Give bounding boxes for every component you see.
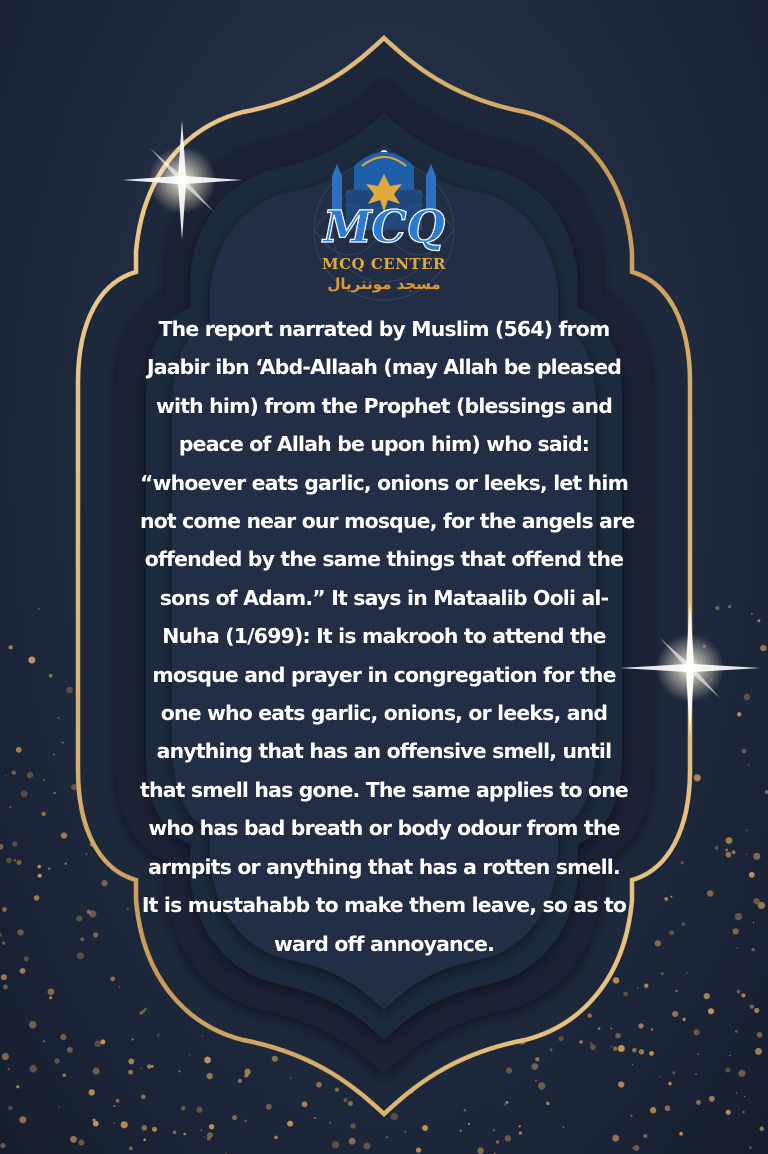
hadith-line: one who eats garlic, onions, or leeks, and	[160, 701, 608, 726]
hadith-line: Jaabir ibn ‘Abd-Allaah (may Allah be pleased	[146, 355, 622, 380]
hadith-line: peace of Allah be upon him) who said:	[178, 432, 590, 457]
hadith-line: who has bad breath or body odour from the	[148, 816, 620, 841]
hadith-line: anything that has an offensive smell, until	[156, 739, 612, 764]
hadith-line: offended by the same things that offend the	[144, 547, 624, 572]
hadith-line: ward off annoyance.	[273, 931, 495, 956]
hadith-line: “whoever eats garlic, onions or leeks, let him	[140, 470, 629, 495]
brand-name: MCQ CENTER	[322, 255, 446, 273]
hadith-line: armpits or anything that has a rotten smell.	[148, 854, 620, 879]
hadith-line: sons of Adam.” It says in Mataalib Ooli al-	[159, 585, 609, 610]
svg-text:MCQ: MCQ	[322, 202, 446, 253]
brand-arabic-name: مسجد مونتريال	[327, 275, 441, 293]
hadith-line: Nuha (1/699): It is makrooh to attend the	[162, 624, 606, 649]
hadith-line: that smell has gone. The same applies to one	[140, 777, 628, 802]
hadith-line: It is mustahabb to make them leave, so as to	[141, 893, 627, 918]
hadith-line: not come near our mosque, for the angels are	[140, 509, 635, 534]
hadith-line: with him) from the Prophet (blessings and	[155, 393, 613, 418]
hadith-line: mosque and prayer in congregation for the	[152, 662, 616, 687]
hadith-text	[140, 310, 635, 963]
hadith-line: The report narrated by Muslim (564) from	[158, 317, 610, 341]
